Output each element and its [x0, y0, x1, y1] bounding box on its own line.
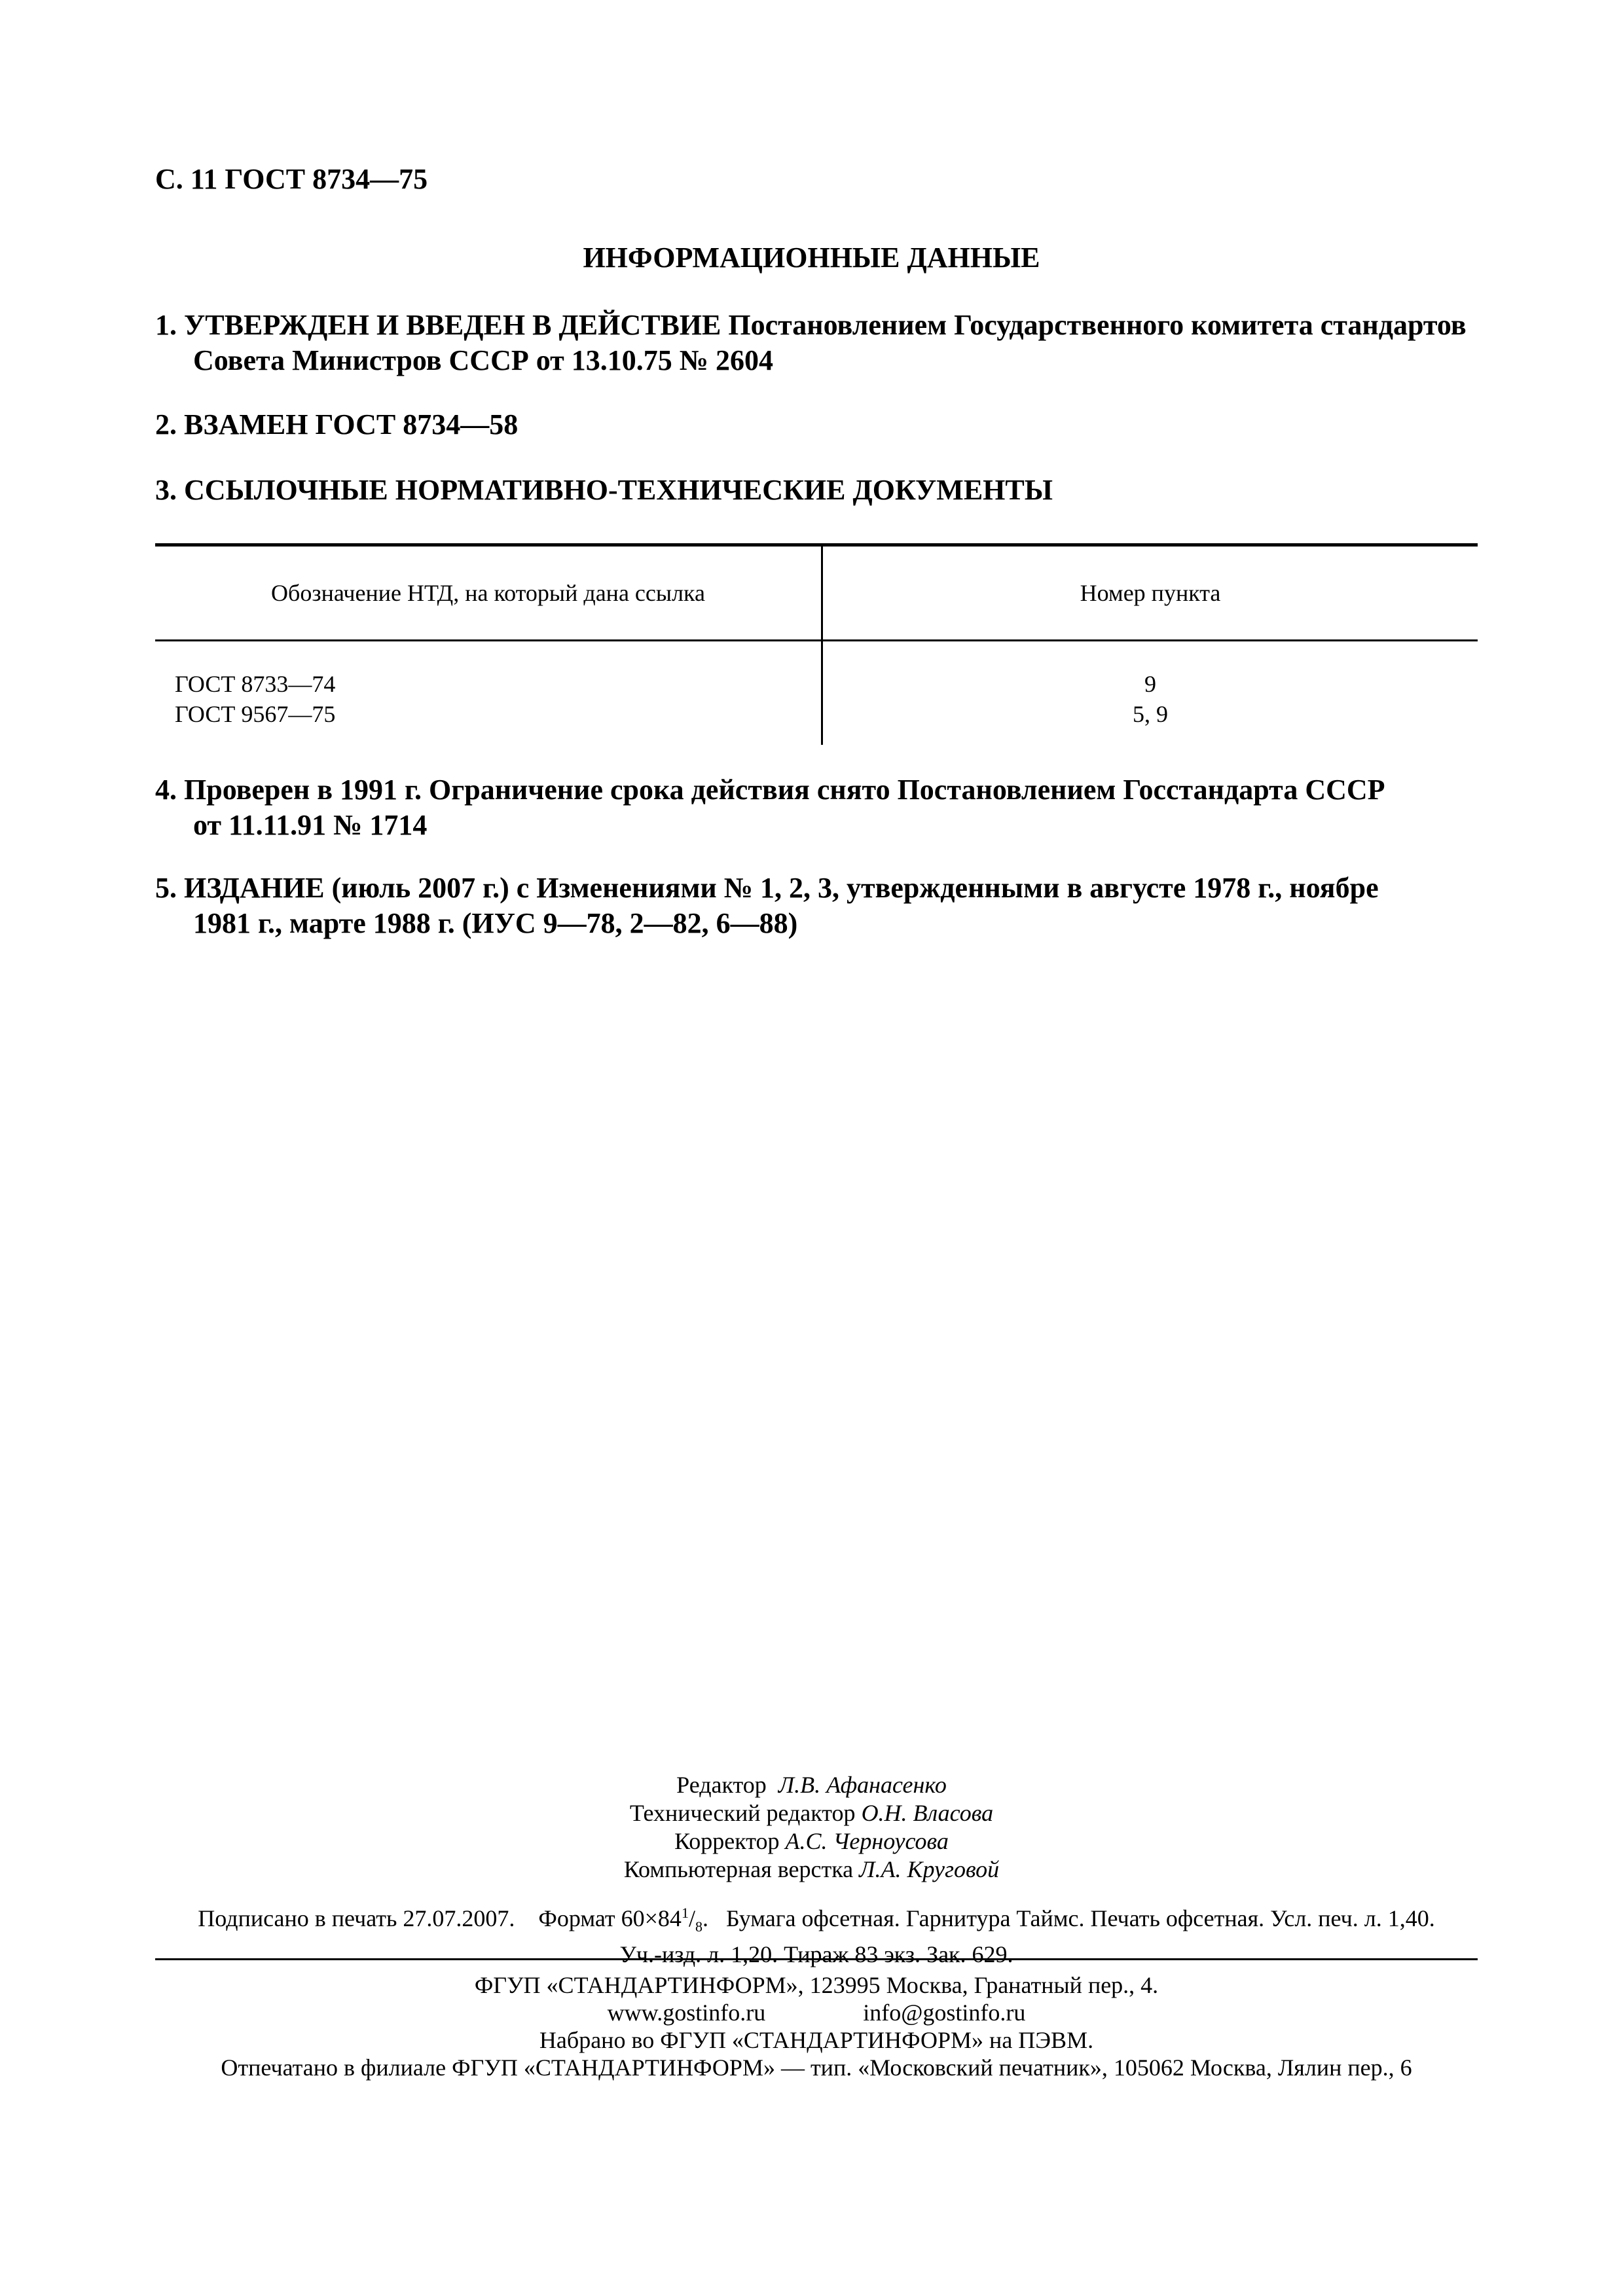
document-designation: ГОСТ 8733—74	[175, 671, 336, 697]
section-1	[155, 308, 1478, 378]
divider	[155, 1958, 1478, 1960]
section-text-line2: 1981 г., марте 1988 г. (ИУС 9—78, 2—82, 6—88)	[193, 907, 798, 939]
item-cell	[822, 641, 1478, 745]
typeset-note: Набрано во ФГУП «СТАНДАРТИНФОРМ» на ПЭВМ.	[539, 2027, 1094, 2053]
section-number: 1.	[155, 309, 177, 341]
section-3	[155, 473, 1478, 508]
publisher-contacts	[155, 1999, 1478, 2026]
references-table	[155, 543, 1478, 745]
format-sub: 8	[695, 1918, 702, 1935]
credit-role: Редактор	[676, 1772, 767, 1798]
section-number: 2.	[155, 408, 177, 440]
credit-line	[0, 1827, 1623, 1856]
section-5	[155, 870, 1478, 941]
credit-line	[0, 1856, 1623, 1884]
format-prefix: Формат 60×84	[538, 1905, 682, 1931]
format-slash: /	[688, 1905, 695, 1931]
credit-line	[0, 1799, 1623, 1827]
credit-role: Корректор	[674, 1828, 780, 1854]
printing-note: Отпечатано в филиале ФГУП «СТАНДАРТИНФОРМ» — тип. «Московский печатник», 105062 Москва, Лялин пер., 6	[221, 2054, 1412, 2081]
credit-role: Технический редактор	[629, 1800, 856, 1826]
imprint-details: Бумага офсетная. Гарнитура Таймс. Печать офсетная. Усл. печ. л. 1,40.	[725, 1905, 1435, 1931]
table-header-row	[155, 545, 1478, 641]
section-text: ВЗАМЕН ГОСТ 8734—58	[184, 408, 519, 440]
credits-block	[0, 1771, 1623, 1884]
document-designation: ГОСТ 9567—75	[175, 701, 336, 727]
section-text-line2: Совета Министров СССР от 13.10.75 № 2604	[193, 344, 773, 376]
section-4	[155, 772, 1478, 843]
table-row	[155, 641, 1478, 745]
item-number: 9	[1144, 671, 1156, 697]
section-text-line1: Проверен в 1991 г. Ограничение срока действия снято Постановлением Госстандарта СССР	[184, 774, 1385, 806]
section-text-line2: от 11.11.91 № 1714	[193, 809, 428, 841]
section-text: ССЫЛОЧНЫЕ НОРМАТИВНО-ТЕХНИЧЕСКИЕ ДОКУМЕНТЫ	[184, 474, 1053, 506]
format-suffix: .	[702, 1905, 708, 1931]
document-title: ИНФОРМАЦИОННЫЕ ДАННЫЕ	[583, 242, 1040, 274]
imprint-line1	[155, 1899, 1478, 1941]
page-header: С. 11 ГОСТ 8734—75	[155, 163, 428, 195]
credit-role: Компьютерная верстка	[623, 1856, 854, 1882]
credit-name: Л.В. Афанасенко	[778, 1772, 947, 1798]
publisher-email: info@gostinfo.ru	[863, 2000, 1026, 2026]
item-number: 5, 9	[1133, 701, 1168, 727]
column-header-item: Номер пункта	[822, 545, 1478, 641]
section-text-line1: ИЗДАНИЕ (июль 2007 г.) с Изменениями № 1, 2, 3, утвержденными в августе 1978 г., ноябре	[184, 872, 1379, 904]
section-number: 5.	[155, 872, 177, 904]
column-header-document: Обозначение НТД, на который дана ссылка	[155, 545, 822, 641]
credit-name: А.С. Черноусова	[785, 1828, 949, 1854]
section-number: 4.	[155, 774, 177, 806]
section-text-line1: УТВЕРЖДЕН И ВВЕДЕН В ДЕЙСТВИЕ Постановлением Государственного комитета стандартов	[184, 309, 1467, 341]
section-2	[155, 407, 1478, 442]
section-number: 3.	[155, 474, 177, 506]
document-cell	[155, 641, 822, 745]
imprint-line2: Уч.-изд. л. 1,20. Тираж 83 экз. Зак. 629.	[619, 1941, 1013, 1968]
credit-name: Л.А. Круговой	[859, 1856, 1000, 1882]
publisher-website: www.gostinfo.ru	[607, 2000, 766, 2026]
credit-line	[0, 1771, 1623, 1799]
publisher-block	[155, 1971, 1478, 2081]
credit-name: О.Н. Власова	[861, 1800, 994, 1826]
signed-date: Подписано в печать 27.07.2007.	[198, 1905, 515, 1931]
publisher-address: ФГУП «СТАНДАРТИНФОРМ», 123995 Москва, Гранатный пер., 4.	[474, 1972, 1159, 1998]
format-sup: 1	[681, 1905, 689, 1921]
